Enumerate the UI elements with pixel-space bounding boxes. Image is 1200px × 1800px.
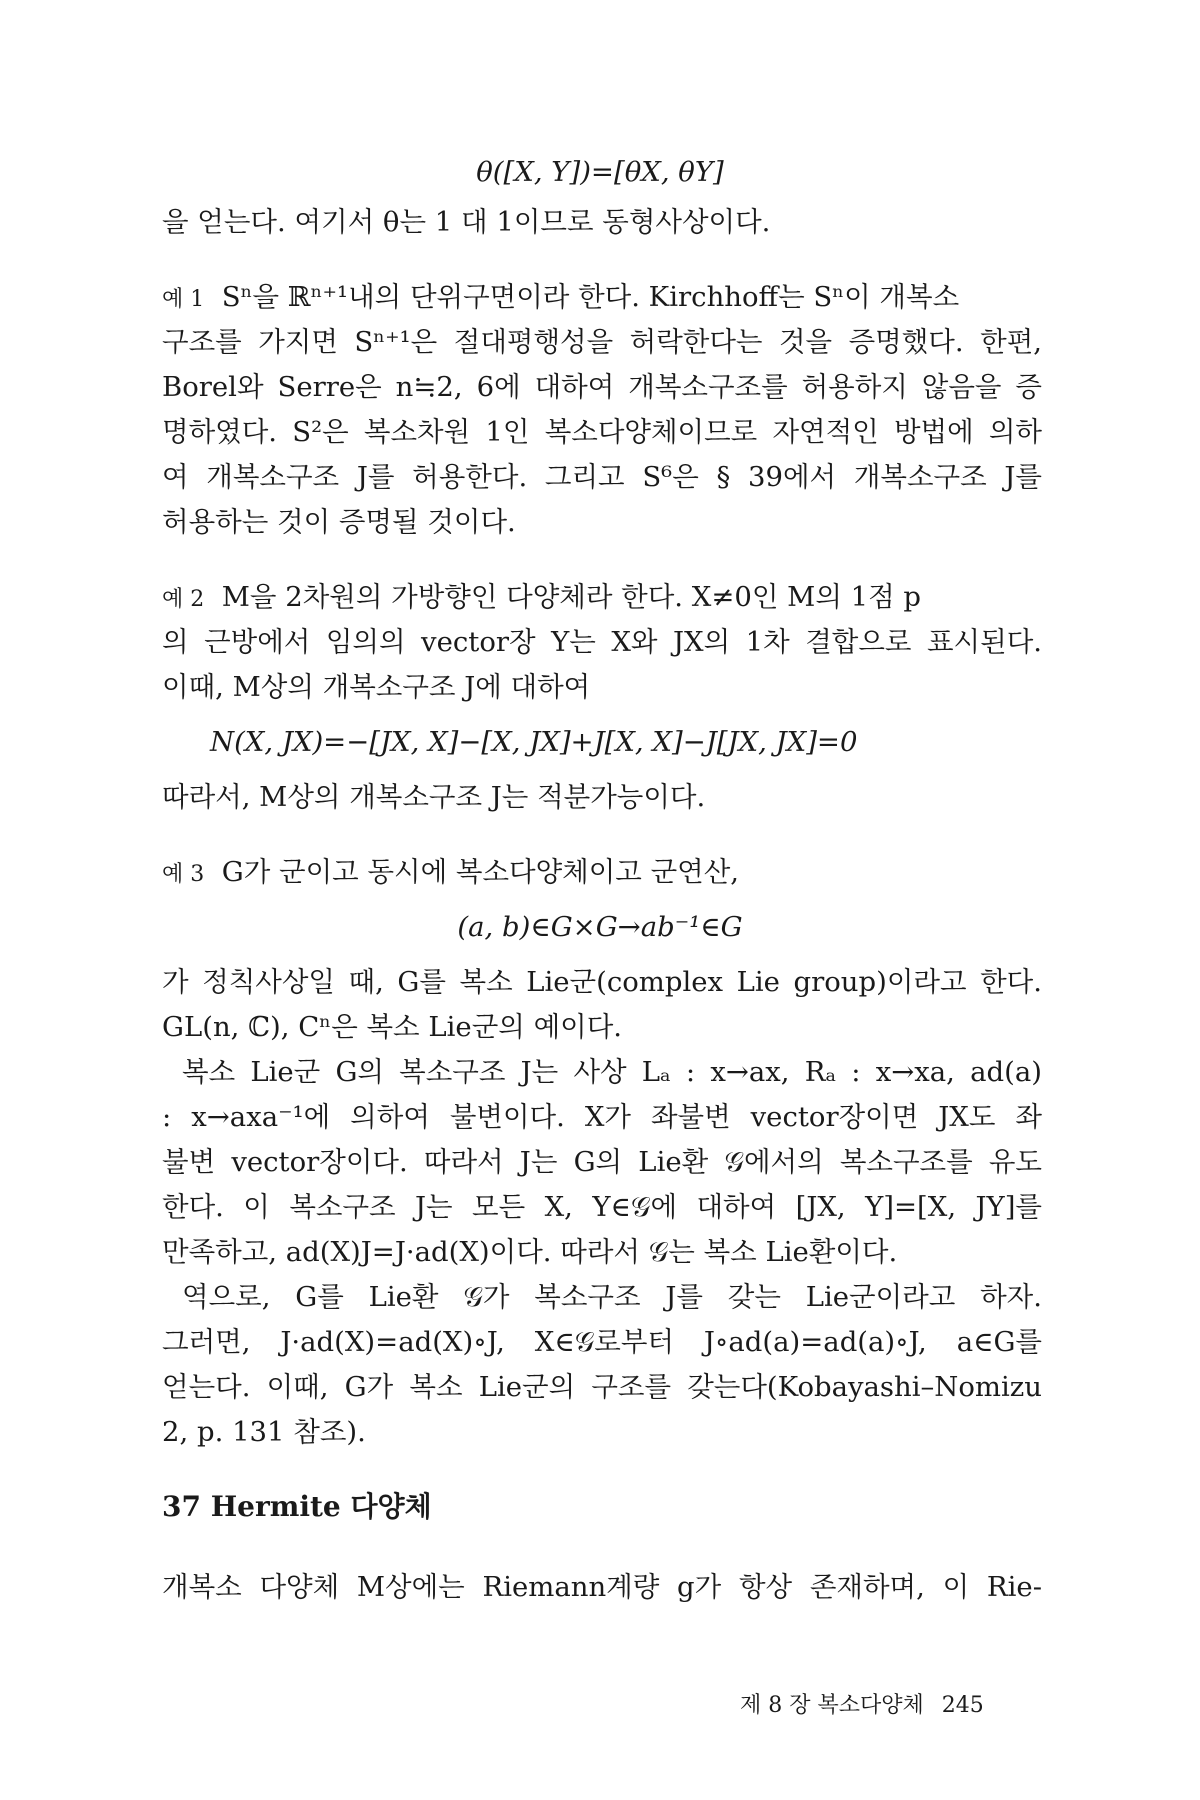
section-heading: 37 Hermite 다양체 — [162, 1490, 432, 1523]
text-line: 의 근방에서 임의의 vector장 Y는 X와 JX의 1차 결합으로 표시된다. — [162, 626, 1042, 658]
example-1-line: 예 1 Sⁿ을 ℝⁿ⁺¹내의 단위구면이라 한다. Kirchhoff는 Sⁿ이 개복소 — [162, 281, 960, 313]
text-line: 복소 Lie군 G의 복소구조 J는 사상 Lₐ : x→ax, Rₐ : x→xa, ad(a) — [182, 1056, 1042, 1088]
text-line: 여 개복소구조 J를 허용한다. 그리고 S⁶은 § 39에서 개복소구조 J를 — [162, 461, 1042, 493]
equation-nijenhuis: N(X, JX)=−[JX, X]−[X, JX]+J[X, X]−J[JX, JX]=0 — [210, 726, 858, 758]
text-line: 개복소 다양체 M상에는 Riemann계량 g가 항상 존재하며, 이 Rie- — [162, 1571, 1042, 1603]
text-line: 을 얻는다. 여기서 θ는 1 대 1이므로 동형사상이다. — [162, 206, 771, 238]
page-number: 245 — [941, 1693, 984, 1718]
text-line: 한다. 이 복소구조 J는 모든 X, Y∈𝒢에 대하여 [JX, Y]=[X, JY]를 — [162, 1191, 1042, 1223]
chapter-title: 제 8 장 복소다양체 — [740, 1693, 924, 1718]
text-line: 역으로, G를 Lie환 𝒢가 복소구조 J를 갖는 Lie군이라고 하자. — [182, 1281, 1042, 1313]
text-line: GL(n, ℂ), Cⁿ은 복소 Lie군의 예이다. — [162, 1011, 623, 1043]
example-1-label: 예 1 — [162, 287, 205, 312]
text-line: 구조를 가지면 Sⁿ⁺¹은 절대평행성을 허락한다는 것을 증명했다. 한편, — [162, 326, 1042, 358]
text-line: 이때, M상의 개복소구조 J에 대하여 — [162, 671, 591, 703]
text-line: 만족하고, ad(X)J=J·ad(X)이다. 따라서 𝒢는 복소 Lie환이다. — [162, 1236, 898, 1268]
text-line: 2, p. 131 참조). — [162, 1416, 366, 1448]
text-line: Borel와 Serre은 n≒2, 6에 대하여 개복소구조를 허용하지 않음을 증 — [162, 371, 1042, 403]
equation-theta-bracket: θ([X, Y])=[θX, θY] — [476, 156, 724, 188]
text-line: 따라서, M상의 개복소구조 J는 적분가능이다. — [162, 781, 706, 813]
text-line: 명하였다. S²은 복소차원 1인 복소다양체이므로 자연적인 방법에 의하 — [162, 416, 1042, 448]
text-line: 가 정칙사상일 때, G를 복소 Lie군(complex Lie group)이라고 한다. — [162, 966, 1042, 998]
example-3-line: 예 3 G가 군이고 동시에 복소다양체이고 군연산, — [162, 856, 740, 888]
example-2-label: 예 2 — [162, 587, 205, 612]
equation-group-operation: (a, b)∈G×G→ab⁻¹∈G — [457, 911, 743, 943]
text-line: 얻는다. 이때, G가 복소 Lie군의 구조를 갖는다(Kobayashi–Nomizu — [162, 1371, 1042, 1403]
example-3-label: 예 3 — [162, 862, 205, 887]
text-line: : x→axa⁻¹에 의하여 불변이다. X가 좌불변 vector장이면 JX도 좌 — [162, 1101, 1042, 1133]
example-2-line: 예 2 M을 2차원의 가방향인 다양체라 한다. X≠0인 M의 1점 p — [162, 581, 922, 613]
text-line: 허용하는 것이 증명될 것이다. — [162, 506, 516, 538]
text-line: 불변 vector장이다. 따라서 J는 G의 Lie환 𝒢에서의 복소구조를 유도 — [162, 1146, 1042, 1178]
page-footer — [740, 1688, 984, 1719]
text-line: 그러면, J·ad(X)=ad(X)∘J, X∈𝒢로부터 J∘ad(a)=ad(a)∘J, a∈G를 — [162, 1326, 1042, 1358]
